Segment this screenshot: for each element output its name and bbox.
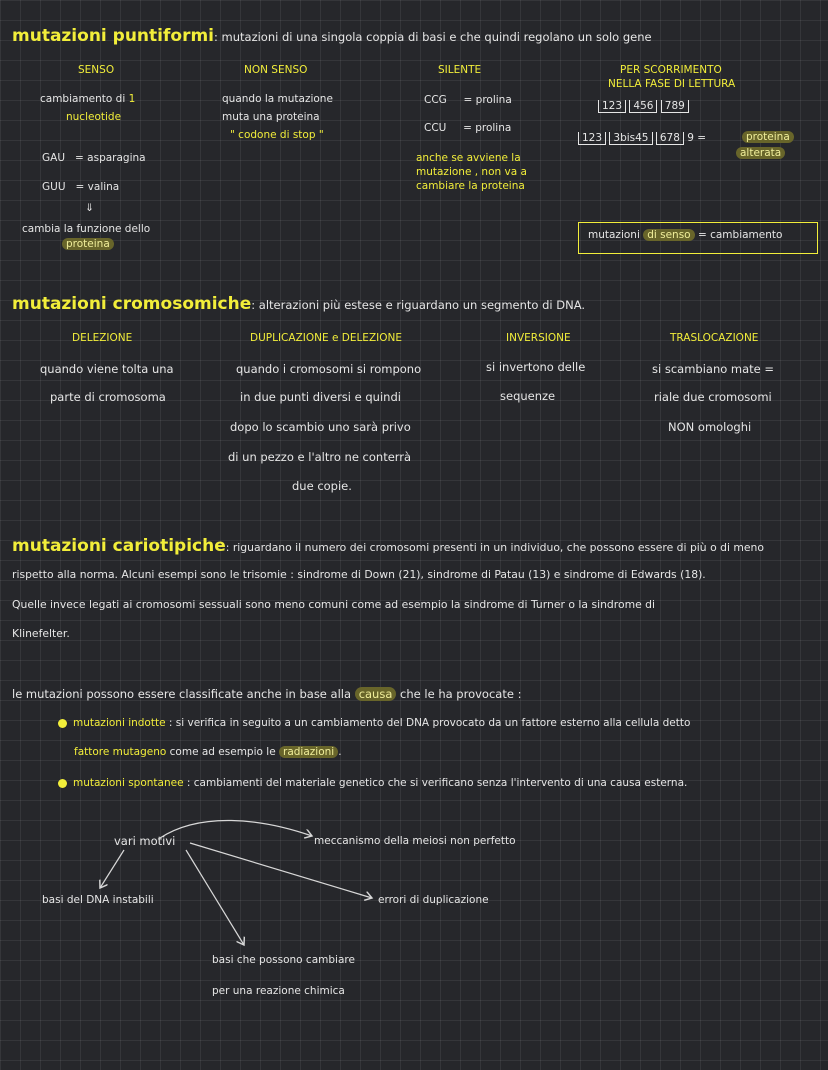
cariotipiche-line-4: Klinefelter. — [12, 627, 70, 640]
silente-note-1: anche se avviene la — [416, 152, 521, 164]
senso-codon-2-code: GUU — [42, 181, 66, 193]
scorrimento-heading-1: PER SCORRIMENTO — [620, 64, 722, 76]
nonsenso-heading: NON SENSO — [244, 64, 308, 76]
duplicazione-line-1: quando i cromosomi si rompono — [236, 362, 422, 376]
cromosomiche-desc: : alterazioni più estese e riguardano un segmento di DNA. — [251, 298, 586, 312]
diagram-node-meccanismo: meccanismo della meiosi non perfetto — [314, 835, 516, 847]
cariotipiche-line-3: Quelle invece legati ai cromosomi sessuali sono meno comuni come ad esempio la sindrome di Turner o la sindrome di — [12, 598, 656, 611]
inversione-line-2: sequenze — [500, 389, 556, 403]
causa-intro-c: che le ha provocate : — [396, 687, 522, 701]
indotte-label: mutazioni indotte — [73, 717, 166, 729]
traslocazione-line-2: riale due cromosomi — [654, 390, 772, 404]
scorrimento-r2-triplet-2: 3bis45 — [609, 132, 652, 145]
cariotipiche-line-2: rispetto alla norma. Alcuni esempi sono le trisomie : sindrome di Down (21), sindrome di Patau (13) e sindrome di Edwards (18). — [12, 568, 706, 581]
silente-heading: SILENTE — [438, 64, 482, 76]
spontanee-text: : cambiamenti del materiale genetico che si verificano senza l'intervento di una causa esterna. — [183, 777, 688, 789]
senso-line1-text: cambiamento di — [40, 93, 129, 105]
delezione-heading: DELEZIONE — [72, 332, 133, 344]
silente-codon-2-code: CCU — [424, 122, 447, 134]
box-text-c: = cambiamento — [697, 229, 783, 241]
traslocazione-line-3: NON omologhi — [668, 420, 752, 434]
senso-codon-2-value: = valina — [75, 181, 120, 193]
diagram-node-basi-cambiare-1: basi che possono cambiare — [212, 954, 355, 966]
cariotipiche-line-1: : riguardano il numero dei cromosomi presenti in un individuo, che possono essere di più o di meno — [225, 541, 765, 554]
silente-note-2: mutazione , non va a — [416, 166, 527, 178]
duplicazione-line-2: in due punti diversi e quindi — [240, 390, 401, 404]
senso-function-line: cambia la funzione dello — [22, 223, 151, 235]
indotte-l2-end: . — [338, 746, 342, 758]
scorrimento-r2-end: 9 = — [687, 132, 707, 144]
duplicazione-line-3: dopo lo scambio uno sarà privo — [230, 420, 411, 434]
silente-codon-2-value: = prolina — [463, 122, 512, 134]
scorrimento-r1-triplet-1: 123 — [598, 100, 626, 113]
senso-codon-1-value: = asparagina — [75, 152, 146, 164]
senso-proteina-text: proteina — [62, 238, 114, 250]
puntiformi-desc: : mutazioni di una singola coppia di basi e che quindi regolano un solo gene — [214, 30, 652, 44]
spontanee-label: mutazioni spontanee — [73, 777, 184, 789]
scorrimento-r2-triplet-1: 123 — [578, 132, 606, 145]
silente-note-3: cambiare la proteina — [416, 180, 525, 192]
radiazioni-highlight: radiazioni — [279, 746, 338, 758]
inversione-line-1: si invertono delle — [486, 360, 586, 374]
senso-codon-1-code: GAU — [42, 152, 66, 164]
inversione-heading: INVERSIONE — [506, 332, 571, 344]
duplicazione-line-5: due copie. — [292, 479, 352, 493]
duplicazione-heading: DUPLICAZIONE e DELEZIONE — [250, 332, 402, 344]
cromosomiche-title: mutazioni cromosomiche — [12, 294, 252, 314]
silente-codon-1-code: CCG — [424, 94, 447, 106]
indotte-l2-text: come ad esempio le — [166, 746, 279, 758]
delezione-line-1: quando viene tolta una — [40, 362, 174, 376]
diagram-node-basi-instabili: basi del DNA instabili — [42, 894, 154, 906]
arrow-to-basi-instabili — [100, 850, 124, 888]
indotte-text: : si verifica in seguito a un cambiamento del DNA provocato da un fattore esterno alla cellula detto — [165, 717, 691, 729]
fattore-mutageno: fattore mutageno — [74, 746, 167, 758]
diagram-node-basi-cambiare-2: per una reazione chimica — [212, 985, 345, 997]
box-text-a: mutazioni — [588, 229, 640, 241]
senso-nucleotide: nucleotide — [66, 111, 122, 123]
scorrimento-r1-triplet-2: 456 — [629, 100, 657, 113]
senso-down-arrow-icon: ⇓ — [85, 202, 94, 214]
arrow-to-basi-cambiare — [186, 850, 244, 945]
arrow-to-meccanismo — [160, 820, 312, 838]
duplicazione-line-4: di un pezzo e l'altro ne conterrà — [228, 450, 412, 464]
scorrimento-r1-triplet-3: 789 — [661, 100, 689, 113]
scorrimento-heading-2: NELLA FASE DI LETTURA — [608, 78, 736, 90]
scorrimento-result-1-text: proteina — [742, 131, 794, 143]
senso-line1-number: 1 — [128, 93, 136, 105]
scorrimento-r2-triplet-3: 678 — [656, 132, 684, 145]
nonsenso-line2: muta una proteina — [222, 111, 320, 123]
scorrimento-result-2-text: alterata — [736, 147, 785, 159]
diagram-center-node: vari motivi — [114, 834, 176, 848]
puntiformi-title: mutazioni puntiformi — [12, 26, 214, 46]
causa-intro-highlight: causa — [355, 687, 397, 701]
nonsenso-line3: " codone di stop " — [230, 129, 324, 141]
arrow-to-errori — [190, 843, 372, 898]
diagram-node-errori: errori di duplicazione — [378, 894, 489, 906]
traslocazione-heading: TRASLOCAZIONE — [670, 332, 759, 344]
causa-intro-a: le mutazioni possono essere classificate anche in base alla — [12, 687, 355, 701]
cariotipiche-title: mutazioni cariotipiche — [12, 536, 226, 556]
delezione-line-2: parte di cromosoma — [50, 390, 166, 404]
box-text-b: di senso — [643, 229, 694, 241]
silente-codon-1-value: = prolina — [463, 94, 512, 106]
traslocazione-line-1: si scambiano mate = — [652, 362, 775, 376]
senso-heading: SENSO — [78, 64, 115, 76]
nonsenso-line1: quando la mutazione — [222, 93, 333, 105]
